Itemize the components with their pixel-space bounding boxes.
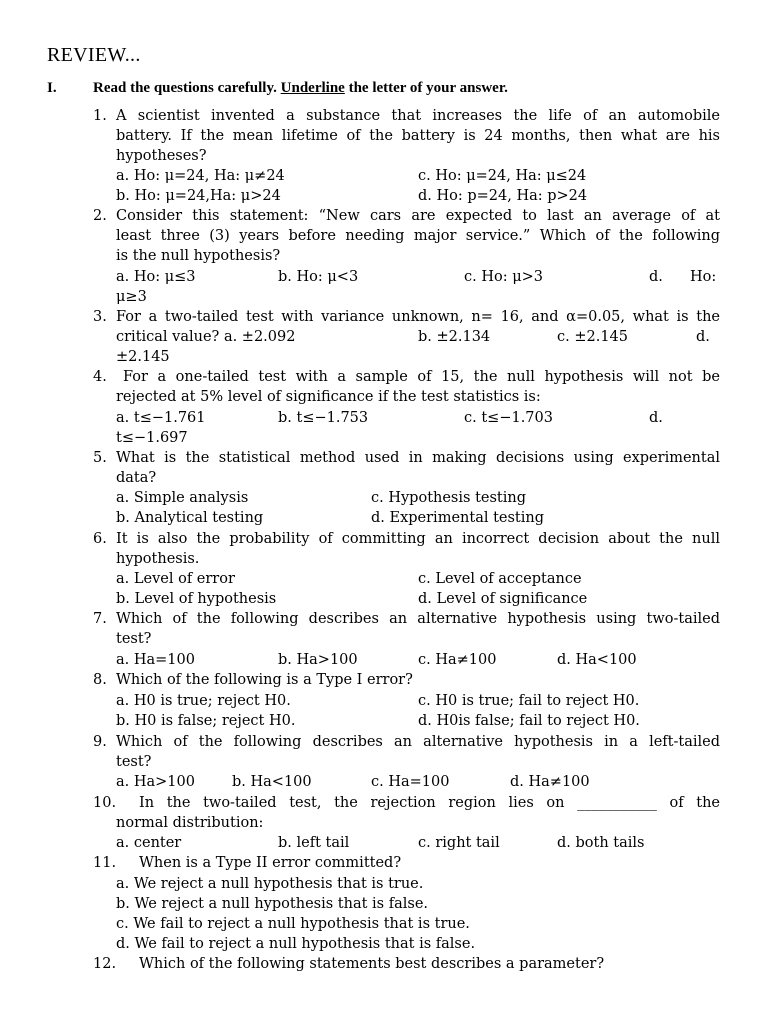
question-number: 6. (93, 531, 107, 547)
choice-d-label: d. (649, 269, 663, 285)
choice-c: c. right tail (418, 835, 500, 851)
question-text: Which of the following is a Type I error? (116, 672, 413, 688)
choice-b: b. ±2.134 (418, 329, 491, 345)
choice-b: b. Analytical testing (116, 510, 264, 526)
question-number: 5. (93, 450, 107, 466)
question-text: Which of the following statements best describes a parameter? (139, 956, 605, 972)
choice-a: a. Ha=100 (116, 652, 195, 668)
question-text: test? (116, 754, 152, 770)
choice-d: d. H0is false; fail to reject H0. (418, 713, 640, 729)
choice-b: b. H0 is false; reject H0. (116, 713, 296, 729)
choice-d: d. We fail to reject a null hypothesis that is false. (116, 936, 476, 952)
choice-d-continued: t≤−1.697 (116, 430, 188, 446)
question-text: hypothesis. (116, 551, 200, 567)
question-number: 7. (93, 611, 107, 627)
choice-b: b. We reject a null hypothesis that is false. (116, 896, 429, 912)
question-text: For a two-tailed test with variance unknown, n= 16, and α=0.05, what is the (116, 309, 720, 325)
choice-c: c. Ho: μ>3 (464, 269, 544, 285)
question-number: 8. (93, 672, 107, 688)
question-number: 4. (93, 369, 107, 385)
question-text: In the two-tailed test, the rejection region lies on ___________ of the (139, 795, 720, 811)
question-text: Consider this statement: “New cars are expected to last an average of at (116, 208, 720, 224)
choice-b: b. Level of hypothesis (116, 591, 277, 607)
question-number: 3. (93, 309, 107, 325)
choice-a: a. t≤−1.761 (116, 410, 206, 426)
question-text: When is a Type II error committed? (139, 855, 402, 871)
choice-a: a. Ho: μ≤3 (116, 269, 196, 285)
choice-c: c. Level of acceptance (418, 571, 582, 587)
choice-b: b. t≤−1.753 (278, 410, 369, 426)
question-text: A scientist invented a substance that increases the life of an automobile (116, 108, 720, 124)
question-number: 1. (93, 108, 107, 124)
choice-d: d. Experimental testing (371, 510, 545, 526)
choice-d: d. Ha<100 (557, 652, 637, 668)
question-text: least three (3) years before needing major service.” Which of the following (116, 228, 720, 244)
choice-a: a. Ho: μ=24, Ha: μ≠24 (116, 168, 285, 184)
choice-b: b. Ha<100 (232, 774, 312, 790)
choice-b: b. Ha>100 (278, 652, 358, 668)
question-text: data? (116, 470, 157, 486)
choice-c: c. Ho: μ=24, Ha: μ≤24 (418, 168, 587, 184)
choice-c: c. We fail to reject a null hypothesis that is true. (116, 916, 470, 932)
choice-d-continued: μ≥3 (116, 289, 147, 305)
question-number: 12. (93, 956, 117, 972)
question-text: normal distribution: (116, 815, 264, 831)
page-title: REVIEW... (47, 44, 141, 66)
question-text: What is the statistical method used in making decisions using experimental (116, 450, 720, 466)
choice-d: d. both tails (557, 835, 645, 851)
choice-c: c. ±2.145 (557, 329, 628, 345)
choice-c: c. t≤−1.703 (464, 410, 553, 426)
question-number: 9. (93, 734, 107, 750)
question-text: Which of the following describes an alternative hypothesis using two-tailed (116, 611, 720, 627)
question-text: battery. If the mean lifetime of the battery is 24 months, then what are his (116, 128, 720, 144)
choice-a: a. H0 is true; reject H0. (116, 693, 291, 709)
choice-a: a. Simple analysis (116, 490, 249, 506)
choice-c: c. Ha=100 (371, 774, 450, 790)
instruction-underlined: Underline (280, 80, 345, 96)
choice-b: b. left tail (278, 835, 350, 851)
choice-d-continued: ±2.145 (116, 349, 170, 365)
choice-c: c. Hypothesis testing (371, 490, 526, 506)
question-text: It is also the probability of committing an incorrect decision about the null (116, 531, 720, 547)
choice-c: c. Ha≠100 (418, 652, 497, 668)
question-text: rejected at 5% level of significance if the test statistics is: (116, 389, 541, 405)
choice-a: a. Ha>100 (116, 774, 195, 790)
choice-d: d. Ho: p=24, Ha: p>24 (418, 188, 588, 204)
choice-c: c. H0 is true; fail to reject H0. (418, 693, 640, 709)
question-text: For a one-tailed test with a sample of 15, the null hypothesis will not be (123, 369, 720, 385)
instruction-suffix: the letter of your answer. (348, 80, 508, 96)
question-number: 10. (93, 795, 117, 811)
question-number: 2. (93, 208, 107, 224)
choice-d: Ho: (690, 269, 717, 285)
choice-a: a. center (116, 835, 182, 851)
question-number: 11. (93, 855, 117, 871)
choice-d: d. Ha≠100 (510, 774, 590, 790)
choice-b: b. Ho: μ<3 (278, 269, 359, 285)
question-text: hypotheses? (116, 148, 207, 164)
choice-a: a. We reject a null hypothesis that is true. (116, 876, 424, 892)
choice-d-label: d. (696, 329, 710, 345)
choice-a: a. Level of error (116, 571, 235, 587)
choice-d: d. Level of significance (418, 591, 588, 607)
choice-b: b. Ho: μ=24,Ha: μ>24 (116, 188, 281, 204)
question-text: is the null hypothesis? (116, 248, 281, 264)
section-instruction (93, 80, 508, 97)
instruction-prefix: Read the questions carefully. (93, 80, 277, 96)
question-text-choice-a: critical value? a. ±2.092 (116, 329, 296, 345)
section-number: I. (47, 80, 57, 96)
choice-d-label: d. (649, 410, 663, 426)
question-text: Which of the following describes an alternative hypothesis in a left-tailed (116, 734, 720, 750)
question-text: test? (116, 631, 152, 647)
